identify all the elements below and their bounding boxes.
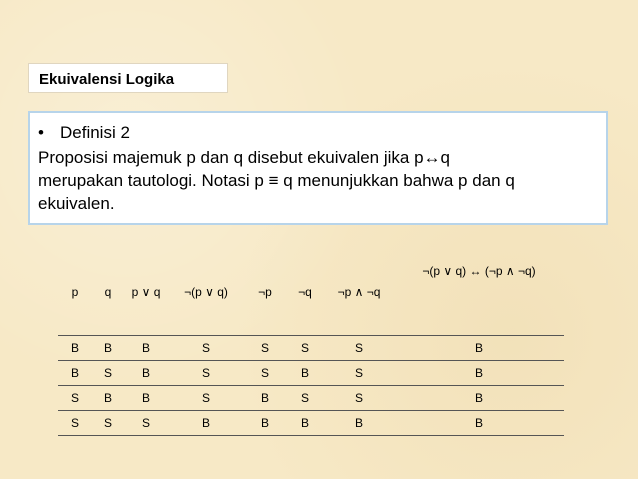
table-cell: B (324, 411, 394, 436)
table-cell: B (286, 411, 324, 436)
table-cell: B (124, 361, 168, 386)
table-cell: S (244, 361, 286, 386)
table-cell: B (58, 336, 92, 361)
header-not-p: ¬p (258, 284, 272, 299)
table-row (58, 411, 564, 436)
bullet-icon: • (38, 123, 44, 142)
table-cell: B (394, 386, 564, 411)
header-p: p (71, 284, 79, 299)
table-cell: S (58, 386, 92, 411)
header-not-q: ¬q (298, 284, 312, 299)
table-cell: B (124, 336, 168, 361)
table-cell: S (168, 361, 244, 386)
slide-title: Ekuivalensi Logika (28, 63, 228, 93)
definition-box (28, 111, 608, 225)
table-cell: S (286, 336, 324, 361)
table-cell: S (324, 386, 394, 411)
table-cell: B (394, 411, 564, 436)
header-q: q (104, 284, 112, 299)
table-cell: B (168, 411, 244, 436)
table-cell: S (92, 361, 124, 386)
table-cell: B (244, 386, 286, 411)
header-not-p-or-q: ¬(p ∨ q) (184, 284, 228, 299)
header-not-p-and-not-q: ¬p ∧ ¬q (337, 284, 381, 299)
truth-table (58, 248, 564, 436)
table-cell: B (286, 361, 324, 386)
table-cell: B (92, 386, 124, 411)
definition-line-2: merupakan tautologi. Notasi p ≡ q menunjukkan bahwa p dan q (38, 171, 515, 190)
table-cell: B (92, 336, 124, 361)
table-cell: B (124, 386, 168, 411)
table-cell: S (324, 336, 394, 361)
definition-heading (38, 121, 598, 144)
table-cell: S (324, 361, 394, 386)
table-cell: S (58, 411, 92, 436)
truth-table-header-row (58, 248, 564, 336)
definition-line-1: Proposisi majemuk p dan q disebut ekuivalen jika p↔q (38, 148, 451, 167)
table-cell: B (58, 361, 92, 386)
table-row (58, 361, 564, 386)
table-cell: S (168, 336, 244, 361)
table-cell: S (244, 336, 286, 361)
table-row (58, 336, 564, 361)
table-cell: B (394, 336, 564, 361)
definition-heading-text: Definisi 2 (60, 123, 130, 142)
definition-line-3: ekuivalen. (38, 194, 115, 213)
table-cell: B (394, 361, 564, 386)
table-cell: S (92, 411, 124, 436)
table-cell: S (124, 411, 168, 436)
header-biconditional: ¬(p ∨ q) ↔ (¬p ∧ ¬q) (422, 264, 536, 278)
header-p-or-q: p ∨ q (131, 284, 161, 299)
table-cell: S (168, 386, 244, 411)
table-cell: S (286, 386, 324, 411)
table-cell: B (244, 411, 286, 436)
table-row (58, 386, 564, 411)
